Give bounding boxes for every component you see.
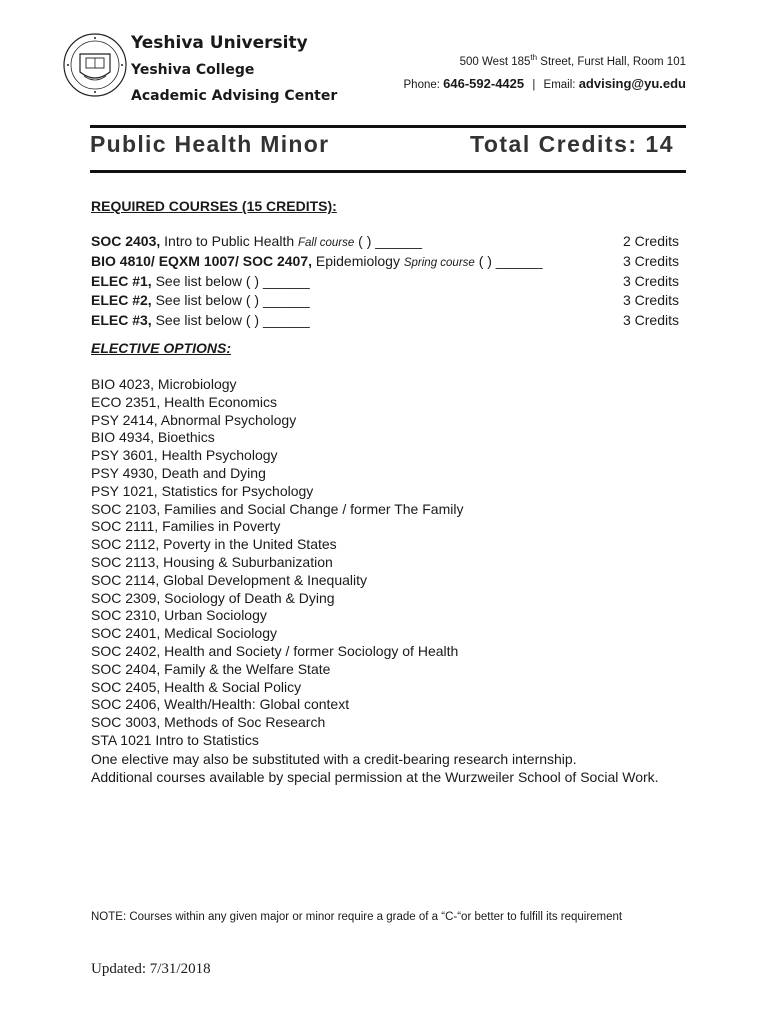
phone-number: 646-592-4425 [443, 76, 525, 91]
elective-item: PSY 1021, Statistics for Psychology [91, 482, 314, 499]
address-line [460, 53, 686, 68]
course-credits: 3 Credits [622, 252, 679, 269]
elective-item: SOC 2402, Health and Society / former Sociology of Health [91, 642, 459, 659]
course-blank: ( ) ______ [354, 233, 422, 249]
elective-item: PSY 3601, Health Psychology [91, 447, 278, 464]
address-prefix: 500 West 185 [459, 55, 531, 68]
elective-heading: ELECTIVE OPTIONS: [91, 340, 232, 356]
elective-item: BIO 4934, Bioethics [91, 429, 215, 446]
course-term: Spring course [403, 256, 475, 269]
required-heading: REQUIRED COURSES (15 CREDITS): [91, 198, 337, 214]
elective-item: SOC 2406, Wealth/Health: Global context [91, 696, 350, 713]
course-code: ELEC #2, [91, 292, 152, 309]
elective-item: PSY 2414, Abnormal Psychology [91, 411, 297, 428]
course-description [91, 233, 422, 253]
elective-item: SOC 2405, Health & Social Policy [91, 678, 302, 695]
updated-date: Updated: 7/31/2018 [91, 961, 211, 977]
course-description [91, 312, 310, 332]
elective-item: ECO 2351, Health Economics [91, 393, 277, 410]
address-sup: th [530, 53, 538, 62]
course-credits: 3 Credits [622, 272, 679, 289]
elective-item: STA 1021 Intro to Statistics [91, 731, 259, 748]
course-code: SOC 2403, [91, 233, 161, 249]
grade-requirement-note: NOTE: Courses within any given major or minor require a grade of a “C-“or better to fulfill its requirement [91, 911, 623, 923]
course-code: ELEC #1, [91, 272, 152, 289]
elective-item: BIO 4023, Microbiology [91, 376, 237, 392]
contact-line [404, 76, 687, 91]
elective-item: SOC 2401, Medical Sociology [91, 625, 277, 642]
required-course-row [91, 312, 679, 332]
email-label: Email: [543, 79, 579, 91]
course-description [91, 253, 543, 273]
course-blank: ( ) ______ [245, 272, 310, 289]
required-course-row [91, 292, 679, 312]
title-rule-top [90, 125, 686, 128]
course-blank: ( ) ______ [245, 312, 310, 329]
required-course-row [91, 233, 679, 253]
elective-item: PSY 4930, Death and Dying [91, 464, 266, 481]
course-code: ELEC #3, [91, 312, 152, 329]
elective-item: SOC 2404, Family & the Welfare State [91, 660, 331, 677]
college-name: Yeshiva College [131, 62, 255, 78]
page-title: Public Health Minor [90, 131, 330, 157]
elective-item: SOC 2309, Sociology of Death & Dying [91, 589, 335, 606]
course-term: Fall course [298, 237, 355, 249]
course-name: See list below [151, 292, 246, 309]
course-name: Epidemiology [312, 252, 404, 269]
course-blank: ( ) ______ [474, 252, 543, 269]
course-credits: 2 Credits [622, 233, 679, 249]
course-name: Intro to Public Health [160, 233, 299, 249]
title-rule-bottom [90, 170, 686, 173]
course-description [91, 273, 310, 293]
address-suffix: Street, Furst Hall, Room 101 [537, 55, 686, 68]
email-address: advising@yu.edu [578, 76, 686, 91]
phone-label: Phone: [403, 79, 444, 91]
elective-item: SOC 2103, Families and Social Change / former The Family [91, 500, 464, 517]
elective-item: SOC 2113, Housing & Suburbanization [91, 553, 333, 570]
course-credits: 3 Credits [622, 312, 679, 329]
total-credits: Total Credits: 14 [470, 131, 674, 157]
required-course-list [91, 233, 679, 332]
course-credits: 3 Credits [622, 292, 679, 309]
university-name: Yeshiva University [131, 33, 308, 53]
elective-item: SOC 2111, Families in Poverty [91, 518, 281, 535]
course-code: BIO 4810/ EQXM 1007/ SOC 2407, [91, 252, 313, 269]
elective-item: SOC 2310, Urban Sociology [91, 607, 267, 624]
center-name: Academic Advising Center [131, 88, 338, 104]
required-course-row [91, 273, 679, 293]
elective-list [91, 376, 691, 750]
required-course-row [91, 253, 679, 273]
elective-notes [91, 751, 681, 787]
note-permission: Additional courses available by special permission at the Wurzweiler School of Social Work. [91, 768, 659, 785]
course-name: See list below [151, 312, 246, 329]
contact-separator: | [532, 79, 536, 91]
elective-item: SOC 2112, Poverty in the United States [91, 536, 337, 553]
elective-item: SOC 3003, Methods of Soc Research [91, 714, 326, 731]
course-description [91, 292, 310, 312]
note-internship: One elective may also be substituted with a credit-bearing research internship. [91, 751, 577, 767]
yeshiva-seal-logo [62, 32, 128, 98]
course-blank: ( ) ______ [245, 292, 310, 309]
elective-item: SOC 2114, Global Development & Inequality [91, 571, 368, 588]
organization-block [131, 32, 337, 106]
course-name: See list below [151, 272, 246, 289]
